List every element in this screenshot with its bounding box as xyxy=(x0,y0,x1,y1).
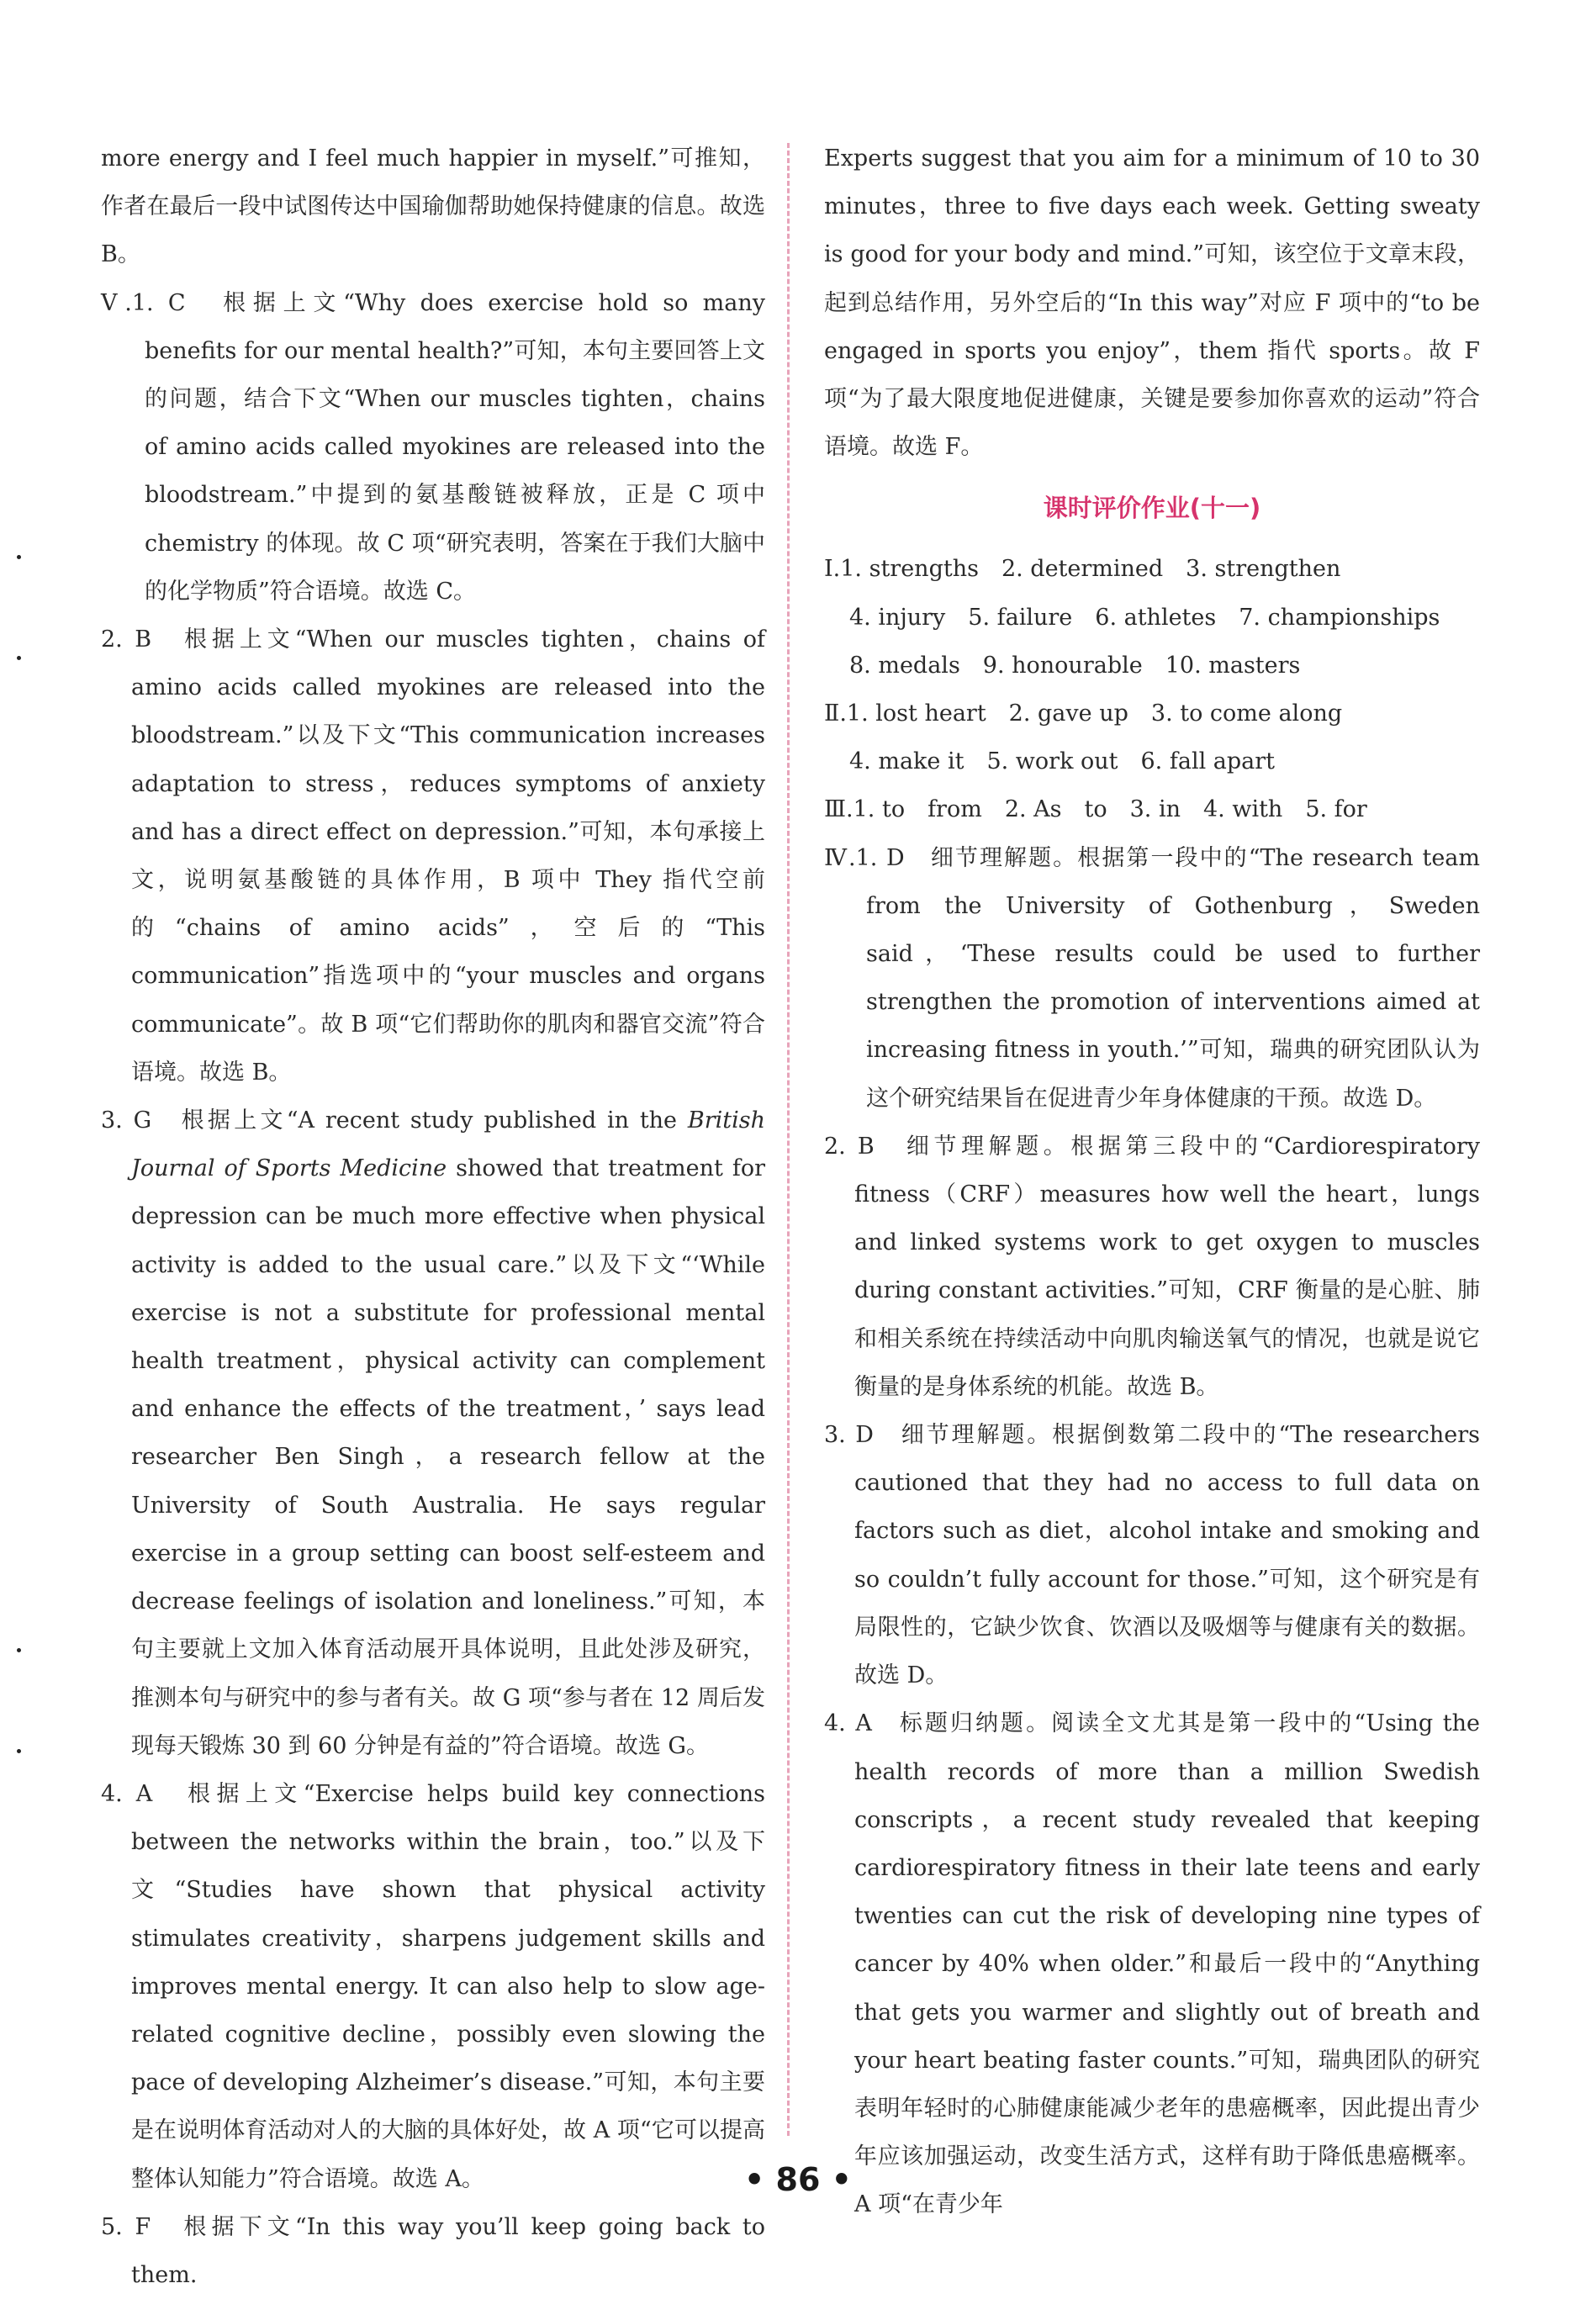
journal-title: British Journal of Sports Medicine xyxy=(131,1107,765,1182)
vocab-ii-line: 4. make it 5. work out 6. fall apart xyxy=(849,748,1276,775)
answer-iv-2: 2. B 细节理解题。根据第三段中的“Cardiorespiratory fitness（CRF）measures how well the heart，lungs and linked systems work to get oxygen to muscles during constant activities.”可知，CRF 衡量的是心脏、肺和相关系统在持续活动中向肌肉输送氧气的情况，也就是说它衡量的是身体系统的机能。故选 B。 xyxy=(824,1133,1480,1400)
answer-v-3 xyxy=(101,1097,765,1770)
left-column xyxy=(101,135,765,2299)
binding-dot xyxy=(17,555,21,559)
binding-dot xyxy=(17,1648,21,1652)
binding-dot xyxy=(17,656,21,660)
page-number: • 86 • xyxy=(744,2161,852,2198)
vocab-ii-line: Ⅱ.1. lost heart 2. gave up 3. to come along xyxy=(824,700,1343,727)
binding-dot xyxy=(17,1749,21,1753)
answer-v-3-text-a: 3. G 根据上文“A recent study published in the xyxy=(101,1107,688,1134)
vocab-i-line: Ⅰ.1. strengths 2. determined 3. strengthen xyxy=(824,556,1341,583)
right-column xyxy=(824,135,1480,2229)
answer-iv-3: 3. D 细节理解题。根据倒数第二段中的“The researchers cautioned that they had no access to full data on factors such as diet，alcohol intake and smoking and so couldn’t fully account for those.”可知，这个研究是有局限性的，它缺少饮食、饮酒以及吸烟等与健康有关的数据。故选 D。 xyxy=(824,1422,1480,1689)
answer-continuation: more energy and I feel much happier in myself.”可推知，作者在最后一段中试图传达中国瑜伽帮助她保持健康的信息。故选 B。 xyxy=(101,145,765,268)
section-title: 课时评价作业(十一) xyxy=(1043,494,1261,523)
answer-v-4: 4. A 根据上文“Exercise helps build key connections between the networks within the brain，too.”以及下文“Studies have shown that physical activity stimulates creativity，sharpens judgement skills and improves mental energy. It can also help to slow age-related cognitive decline，possibly even slowing the pace of developing Alzheimer’s disease.”可知，本句主要是在说明体育活动对人的大脑的具体好处，故 A 项“它可以提高整体认知能力”符合语境。故选 A。 xyxy=(101,1780,765,2192)
answer-v-5-continuation: Experts suggest that you aim for a minimum of 10 to 30 minutes，three to five days each week. Getting sweaty is good for your body and mind.”可知，该空位于文章末段，起到总结作用，另外空后的“In this way”对应 F 项中的“to be engaged in sports you enjoy”，them 指代 sports。故 F 项“为了最大限度地促进健康，关键是要参加你喜欢的运动”符合语境。故选 F。 xyxy=(824,145,1480,461)
answer-v-3-text-b: showed that treatment for depression can be much more effective when physical activity is added to the usual care.”以及下文“‘While exercise is not a substitute for professional mental health treatment，physical activity can complement and enhance the effects of the treatment，’ says lead researcher Ben Singh，a research fellow at the University of South Australia. He says regular exercise in a group setting can boost self-esteem and decrease feelings of isolation and loneliness.”可知，本句主要就上文加入体育活动展开具体说明，且此处涉及研究，推测本句与研究中的参与者有关。故 G 项“参与者在 12 周后发现每天锻炼 30 到 60 分钟是有益的”符合语境。故选 G。 xyxy=(131,1155,765,1759)
column-divider xyxy=(787,143,790,2136)
answer-v-2: 2. B 根据上文“When our muscles tighten，chains of amino acids called myokines are released into the bloodstream.”以及下文“This communication increases adaptation to stress，reduces symptoms of anxiety and has a direct effect on depression.”可知，本句承接上文，说明氨基酸链的具体作用，B 项中 They 指代空前的“chains of amino acids”，空后的“This communication”指选项中的“your muscles and organs communicate”。故 B 项“它们帮助你的肌肉和器官交流”符合语境。故选 B。 xyxy=(101,626,765,1086)
answer-v-5: 5. F 根据下文“In this way you’ll keep going back to them. xyxy=(101,2213,765,2288)
answer-iv-1: Ⅳ.1. D 细节理解题。根据第一段中的“The research team from the University of Gothenburg，Sweden said，‘These results could be used to further strengthen the promotion of interventions aimed at increasing fitness in youth.’”可知，瑞典的研究团队认为这个研究结果旨在促进青少年身体健康的干预。故选 D。 xyxy=(824,844,1480,1112)
vocab-i-line: 8. medals 9. honourable 10. masters xyxy=(849,652,1301,679)
vocab-i-line: 4. injury 5. failure 6. athletes 7. championships xyxy=(849,604,1440,631)
answer-v-1: Ⅴ.1. C 根据上文“Why does exercise hold so many benefits for our mental health?”可知，本句主要回答上文的问题，结合下文“When our muscles tighten，chains of amino acids called myokines are released into the bloodstream.”中提到的氨基酸链被释放，正是 C 项中 chemistry 的体现。故 C 项“研究表明，答案在于我们大脑中的化学物质”符合语境。故选 C。 xyxy=(101,289,765,605)
answer-iv-4: 4. A 标题归纳题。阅读全文尤其是第一段中的“Using the health records of more than a million Swedish conscripts，a recent study revealed that keeping cardiorespiratory fitness in their late teens and early twenties can cut the risk of developing nine types of cancer by 40% when older.”和最后一段中的“Anything that gets you warmer and slightly out of breath and your heart beating faster counts.”可知，瑞典团队的研究表明年轻时的心肺健康能减少老年的患癌概率，因此提出青少年应该加强运动，改变生活方式，这样有助于降低患癌概率。A 项“在青少年 xyxy=(824,1710,1480,2218)
vocab-iii-line: Ⅲ.1. to from 2. As to 3. in 4. with 5. for xyxy=(824,796,1367,823)
